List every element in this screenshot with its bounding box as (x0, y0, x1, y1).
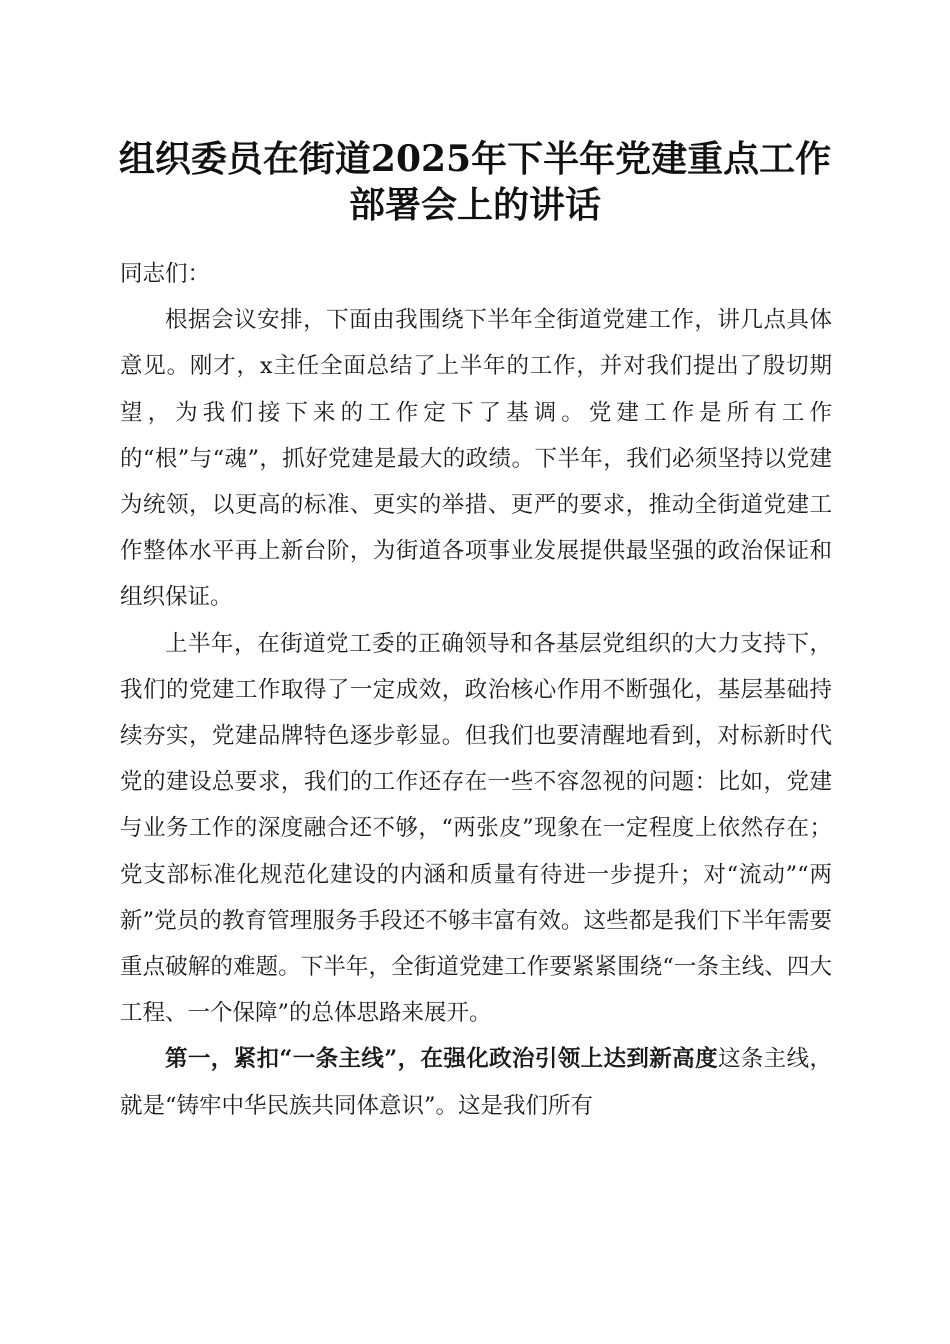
section-1-text: 这条主线，就是“铸牢中华民族共同体意识”。这是我们所有 (120, 1046, 832, 1119)
title-line-1: 组织委员在街道2025年下半年党建重点工作 (118, 138, 832, 180)
salutation: 同志们： (120, 261, 211, 287)
paragraph-section-1 (120, 1036, 832, 1128)
paragraph-review: 上半年，在街道党工委的正确领导和各基层党组织的大力支持下，我们的党建工作取得了一定成效，政治核心作用不断强化，基层基础持续夯实，党建品牌特色逐步彰显。但我们也要清醒地看到，对标新时代党的建设总要求，我们的工作还存在一些不容忽视的问题：比如，党建与业务工作的深度融合还不够，“两张皮”现象在一定程度上依然存在；党支部标准化规范化建设的内涵和质量有待进一步提升；对“流动”“两新”党员的教育管理服务手段还不够丰富有效。这些都是我们下半年需要重点破解的难题。下半年，全街道党建工作要紧紧围绕“一条主线、四大工程、一个保障”的总体思路来展开。 (120, 630, 832, 1027)
title-line-2: 部署会上的讲话 (348, 184, 601, 226)
paragraph-intro: 根据会议安排，下面由我围绕下半年全街道党建工作，讲几点具体意见。刚才，x主任全面总结了上半年的工作，并对我们提出了殷切期望，为我们接下来的工作定下了基调。党建工作是所有工作的“根”与“魂”，抓好党建是最大的政绩。下半年，我们必须坚持以党建为统领，以更高的标准、更实的举措、更严的要求，推动全街道党建工作整体水平再上新台阶，为街道各项事业发展提供最坚强的政治保证和组织保证。 (120, 307, 832, 611)
document-body (120, 251, 832, 1129)
section-1-heading: 第一，紧扣“一条主线”，在强化政治引领上达到新高度 (165, 1046, 718, 1073)
